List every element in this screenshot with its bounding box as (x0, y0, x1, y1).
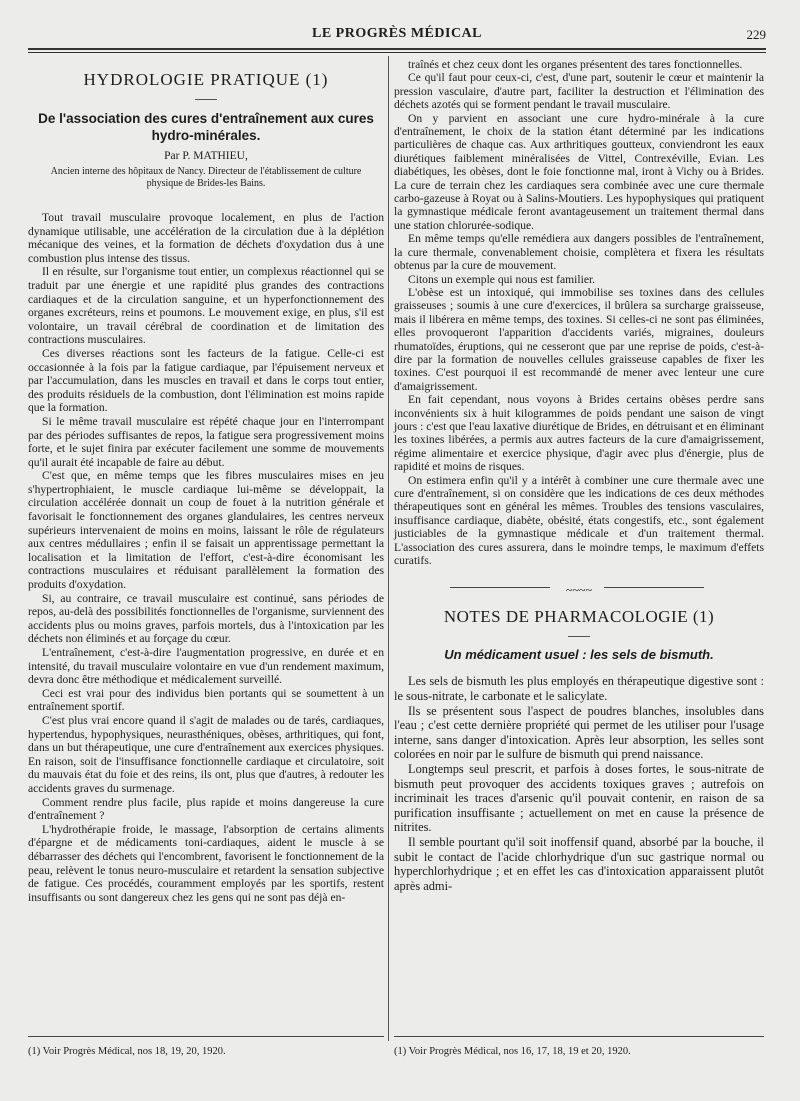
paragraph: Comment rendre plus facile, plus rapide et moins dangereuse la cure d'entraînement ? (28, 795, 384, 823)
paragraph: Ceci est vrai pour des individus bien portants qui se soumettent à un entraînement sportif. (28, 686, 384, 714)
paragraph: Si le même travail musculaire est répété chaque jour en l'interrompant par des périodes suffisantes de repos, la fatigue sera progressivement moins forte, et le sujet finira par exécuter facilement une somme de mouvements qu'il aurait été incapable de faire au début. (28, 414, 384, 469)
left-column (28, 58, 384, 904)
page-number: 229 (746, 27, 766, 42)
column-divider (388, 56, 389, 1041)
right-body (394, 58, 764, 567)
right-column (394, 58, 764, 893)
journal-title: LE PROGRÈS MÉDICAL (311, 26, 483, 41)
running-head (28, 26, 766, 46)
paragraph: traînés et chez ceux dont les organes présentent des tares fonctionnelles. (408, 58, 743, 71)
paragraph: Longtemps seul prescrit, et parfois à doses fortes, le sous-nitrate de bismuth peut provoquer des accidents toxiques graves ; autrefois on incriminait les traces d'arsenic qu'il pouvait contenir, en raison de sa purification insuffisante ; actuellement on met en cause la présence de nitrites. (394, 762, 764, 835)
footnote-left: (1) Voir Progrès Médical, nos 18, 19, 20, 1920. (28, 1046, 226, 1057)
paragraph: L'obèse est un intoxiqué, qui immobilise ses toxines dans des cellules graisseuses ; soumis à une cure d'exercices, il brûlera sa surcharge graisseuse, mais il libérera en même temps, des toxines. Si celles-ci ne sont pas éliminées, elles provoqueront l'apparition d'accidents variés, migraines, douleurs rhumatoïdes, éruptions, qui ne cesseront que par une reprise de poids, c'est-à-dire par la formation de nouvelles cellules graisseuse capables de fixer les toxines. C'est pourquoi il est recommandé de mener avec lenteur une cure d'amaigrissement. (394, 285, 764, 393)
paragraph: On estimera enfin qu'il y a intérêt à combiner une cure thermale avec une cure d'entraînement, si on considère que les indications de ces deux méthodes thérapeutiques sont en général les mêmes. Troubles des tensions vasculaires, insuffisance cardiaque, diabète, obésité, états congestifs, etc., sont également justiciables de la gymnastique médicale et d'un traitement thermal. L'association des cures assurera, dans le moindre temps, le maximum d'effets curatifs. (394, 473, 764, 568)
byline: Par P. MATHIEU, (164, 150, 248, 162)
footnote-rule-right (394, 1036, 764, 1037)
paragraph: L'hydrothérapie froide, le massage, l'absorption de certains aliments d'épargne et de médicaments toni-cardiaques, aident le muscle à se débarrasser des déchets qui l'encombrent, favorisent le fonctionnement de la peau, relèvent le tonus neuro-musculaire et retardent la sensation subjective de fatigue. Ces procédés, couramment employés par les sportifs, restent insuffisants ou sont dangereux chez les gens qui ne sont pas déjà en- (28, 822, 384, 904)
footnote-rule-left (28, 1036, 384, 1037)
paragraph: Ils se présentent sous l'aspect de poudres blanches, insolubles dans l'eau ; c'est cette dernière propriété qui permet de les utiliser pour l'usage interne, sans danger d'intoxication. Après leur absorption, les selles sont colorées en noir par le sulfure de bismuth qui prend naissance. (394, 703, 764, 762)
paragraph: En même temps qu'elle remédiera aux dangers possibles de l'entraînement, la cure thermale, convenablement choisie, complètera et fixera les résultats obtenus par la cure de mouvement. (394, 232, 764, 273)
section-ornament (394, 581, 764, 598)
paragraph: Citons un exemple qui nous est familier. (408, 272, 596, 286)
paragraph: Ce qu'il faut pour ceux-ci, c'est, d'une part, soutenir le cœur et maintenir la pression vasculaire, d'autre part, faciliter la destruction et l'élimination des déchets azotés qui se forment pendant le travail musculaire. (394, 71, 764, 112)
paragraph: C'est que, en même temps que les fibres musculaires mises en jeu s'hypertrophiaient, le muscle cardiaque lui-même se développait, la circulation accélérée donnait un coup de fouet à la nutrition générale et favorisait le fonctionnement des organes glandulaires, les centres nerveux supérieurs intervenaient de moins en moins, laissant le rôle de régulateurs aux centres médullaires ; enfin il se faisait un apprentissage permettant la localisation et la limitation de l'effort, c'est-à-dire économisant les contractions musculaires et réduisant parallèlement la formation des produits d'oxydation. (28, 469, 384, 592)
paragraph: Il en résulte, sur l'organisme tout entier, un complexus réactionnel qui se traduit par une énergie et une rapidité plus grandes des contractions cardiaques et de la circulation sanguine, et un hyperfonctionnement des organes excréteurs, reins et poumons. Le mouvement exige, en plus, s'il est volontaire, un travail cérébral de coordination et de limitation des contractions musculaires. (28, 265, 384, 347)
ornament-glyph: ~~~~ (566, 583, 592, 598)
section-title: HYDROLOGIE PRATIQUE (1) (83, 70, 329, 89)
paragraph: Il semble pourtant qu'il soit inoffensif quand, absorbé par la bouche, il subit le contact de l'acide chlorhydrique d'un suc gastrique normal ou hyperchlorhydrique ; et en effet les cas d'intoxication apparaissent plutôt après admi- (394, 834, 764, 893)
paragraph: Si, au contraire, ce travail musculaire est continué, sans périodes de repos, au-delà des possibilités fonctionnelles de l'organisme, surviennent des accidents plus ou moins graves, parfois mortels, dus à l'intoxication par les déchets non éliminés et au forçage du cœur. (28, 591, 384, 646)
left-body (28, 211, 384, 904)
paragraph: Les sels de bismuth les plus employés en thérapeutique digestive sont : le sous-nitrate, le carbonate et le salicylate. (394, 674, 764, 704)
paragraph: On y parvient en associant une cure hydro-minérale à la cure d'entraînement, le choix de la station étant déterminé par les indications particulières de chaque cas. Aux arthritiques goutteux, conviendront les eaux diurétiques faiblement minéralisées de Vittel, Contrexéville, Evian. Les diabétiques, les obèses, dont le foie fonctionne mal, iront à Vichy ou à Brides. La cure de terrain chez les cardiaques sera combinée avec une cure thermale carbo-gazeuse à Royat ou à Salins-Moutiers. Les hypophysiques qui pratiquent la gymnastique médicale feront avantageusement un traitement thermal dans une station chlorurée-sodique. (394, 111, 764, 232)
paragraph: C'est plus vrai encore quand il s'agit de malades ou de tarés, cardiaques, hypertendus, hypophysiques, neurasthéniques, obèses, arthritiques, qui font, dans un but thérapeutique, une cure d'entraînement aux exercices physiques. En raison, soit de l'insuffisance fonctionnelle cardiaque et circulatoire, soit du mauvais état du foie et des reins, ils ont, plus que d'autres, à redouter les accidents graves du surmenage. (28, 713, 384, 795)
pharm-section-title: NOTES DE PHARMACOLOGIE (1) (443, 607, 715, 627)
footnote-right: (1) Voir Progrès Médical, nos 16, 17, 18, 19 et 20, 1920. (394, 1046, 631, 1057)
pharm-article-title: Un médicament usuel : les sels de bismuth. (444, 647, 714, 663)
affiliation: Ancien interne des hôpitaux de Nancy. Directeur de l'établissement de culture physique de Brides-les Bains. (50, 166, 362, 189)
pharm-title-rule (568, 636, 590, 637)
title-rule (195, 99, 217, 100)
paragraph: L'entraînement, c'est-à-dire l'augmentation progressive, en durée et en intensité, du travail musculaire volontaire en vue d'un rendement maximum, devra donc être méthodique et médicalement surveillé. (28, 646, 384, 687)
paragraph: Ces diverses réactions sont les facteurs de la fatigue. Celle-ci est occasionnée à la fois par la fatigue cardiaque, par l'épuisement nerveux et par l'accumulation, dans les muscles en travail et dans le corps tout entier, des produits résiduels de la combustion, dont l'élimination est moins rapide que la formation. (28, 346, 384, 415)
header-rule (28, 48, 766, 53)
paragraph: Tout travail musculaire provoque localement, en plus de l'action dynamique utilisable, une accélération de la circulation due à la déplétion mécanique des veines, et la formation de déchets d'oxydation dus à une combustion plus intense des tissus. (28, 211, 384, 265)
article-title: De l'association des cures d'entraînement aux cures hydro-minérales. (38, 111, 374, 143)
paragraph: En fait cependant, nous voyons à Brides certains obèses perdre sans inconvénients six à huit kilogrammes de poids pendant une saison de vingt jours : c'est que l'eau laxative diurétique de Brides, en détruisant et en éliminant les toxines libérées, a permis aux autres facteurs de la cure d'amaigrissement, régime alimentaire et exercice physique, d'agir avec plus d'énergie, plus de rapidité et moins de risques. (394, 393, 764, 474)
pharm-body (394, 674, 764, 893)
